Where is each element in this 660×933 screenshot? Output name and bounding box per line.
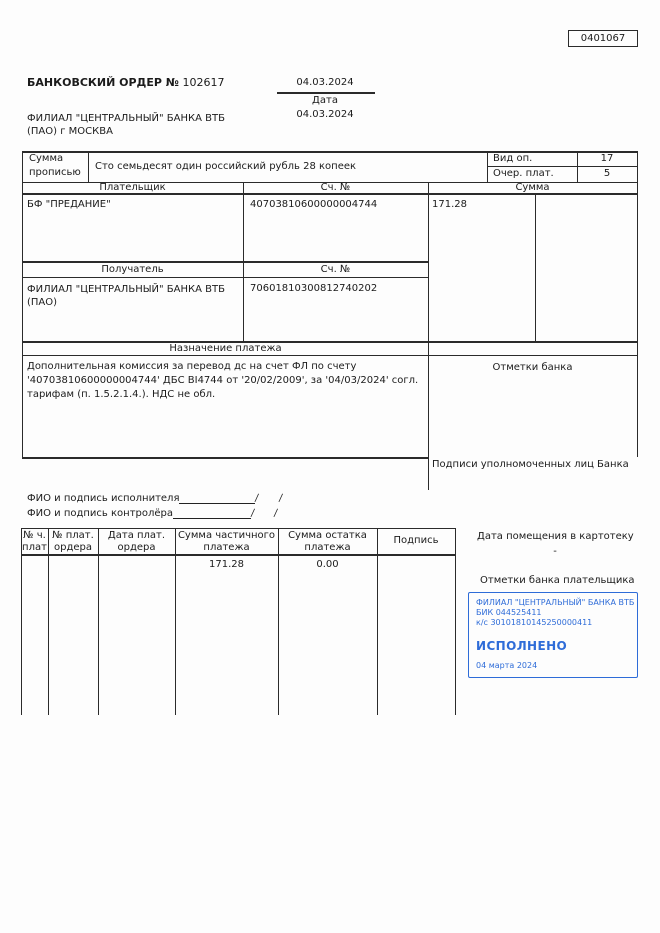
bank-marks-label: Отметки банка xyxy=(492,362,573,373)
controller-signature-line xyxy=(173,506,251,519)
payee-account: 70601810300812740202 xyxy=(250,283,378,294)
branch-name-line2: (ПАО) г МОСКВА xyxy=(27,126,113,137)
order-date-2: 04.03.2024 xyxy=(296,109,354,120)
executor-signature-label: ФИО и подпись исполнителя xyxy=(27,493,180,504)
partial-table-header-cell: Подпись xyxy=(393,535,439,546)
signature-gap xyxy=(254,507,274,519)
header-line: платежа xyxy=(203,542,250,553)
table-border-line xyxy=(22,151,637,153)
remainder-amount-value: 0.00 xyxy=(316,559,339,570)
purpose-text: Дополнительная комиссия за перевод дс на счет ФЛ по счету '40703810600000004744' ДБС BI4744 от '20/02/2009', за '04/03/2024' согл. тарифам (п. 1.5.2.1.4.). НДС не обл. xyxy=(27,361,419,400)
header-line: № ч. xyxy=(23,530,46,541)
table-border-line xyxy=(48,528,49,715)
date-underline xyxy=(277,92,375,94)
table-border-line xyxy=(455,528,456,715)
slash-mark: / xyxy=(273,508,279,519)
slash-mark: / xyxy=(278,493,283,504)
table-border-line xyxy=(22,193,637,195)
amount-words-label-line1: Сумма xyxy=(29,153,64,164)
partial-table-header-cell xyxy=(48,530,98,554)
form-code-box xyxy=(568,30,638,47)
priority-value: 5 xyxy=(603,168,611,179)
payer-account: 40703810600000004744 xyxy=(250,199,378,210)
partial-table-header-cell xyxy=(98,530,175,554)
stamp-bik: БИК 044525411 xyxy=(476,608,542,617)
order-date: 04.03.2024 xyxy=(296,77,354,88)
order-title: БАНКОВСКИЙ ОРДЕР № xyxy=(27,76,179,89)
table-border-line xyxy=(487,151,488,182)
order-title-row xyxy=(27,76,225,89)
partial-table-header-cell xyxy=(21,530,48,554)
header-line: плат xyxy=(22,542,47,553)
table-border-line xyxy=(377,528,378,715)
date-label: Дата xyxy=(312,95,338,106)
branch-name xyxy=(27,112,225,138)
table-border-line xyxy=(428,182,429,490)
form-code: 0401067 xyxy=(580,33,626,44)
executor-signature-line xyxy=(179,491,255,504)
table-border-line xyxy=(535,193,536,341)
stamp-date: 04 марта 2024 xyxy=(476,661,538,670)
payee-name-line2: (ПАО) xyxy=(27,297,58,308)
table-border-line xyxy=(22,151,23,457)
execution-stamp xyxy=(468,592,638,678)
executor-signature-row xyxy=(27,491,282,504)
branch-name-line1: ФИЛИАЛ "ЦЕНТРАЛЬНЫЙ" БАНКА ВТБ xyxy=(27,113,225,124)
partial-amount-value: 171.28 xyxy=(209,559,244,570)
table-border-line xyxy=(22,355,637,356)
table-border-line xyxy=(22,261,429,263)
priority-label: Очер. плат. xyxy=(493,168,554,179)
header-line: ордера xyxy=(117,542,156,553)
payer-name: БФ "ПРЕДАНИЕ" xyxy=(27,199,111,210)
payee-account-header: Сч. № xyxy=(320,264,351,275)
table-border-line xyxy=(21,528,22,715)
header-line: платежа xyxy=(304,542,351,553)
header-line: № плат. xyxy=(52,530,94,541)
partial-table-header-cell xyxy=(175,530,278,554)
payee-name xyxy=(27,283,225,309)
order-number: 102617 xyxy=(182,76,225,89)
payer-account-header: Сч. № xyxy=(320,182,351,193)
payment-amount: 171.28 xyxy=(432,199,467,210)
controller-signature-label: ФИО и подпись контролёра xyxy=(27,508,174,519)
header-line: ордера xyxy=(53,542,92,553)
amount-in-words: Сто семьдесят один российский рубль 28 копеек xyxy=(95,161,357,172)
table-border-line xyxy=(22,457,429,459)
purpose-header: Назначение платежа xyxy=(169,343,282,354)
signature-gap xyxy=(259,492,279,504)
payee-header: Получатель xyxy=(101,264,164,275)
controller-signature-row xyxy=(27,506,278,519)
stamp-status: ИСПОЛНЕНО xyxy=(476,639,568,653)
bank-signatures-label: Подписи уполномоченных лиц Банка xyxy=(432,459,629,470)
table-border-line xyxy=(21,554,455,556)
op-type-label: Вид оп. xyxy=(493,153,533,164)
table-border-line xyxy=(637,151,638,457)
table-border-line xyxy=(278,528,279,715)
card-index-value: - xyxy=(553,546,557,557)
slash-mark: / xyxy=(250,508,256,519)
table-border-line xyxy=(98,528,99,715)
table-border-line xyxy=(487,166,637,167)
payee-name-line1: ФИЛИАЛ "ЦЕНТРАЛЬНЫЙ" БАНКА ВТБ xyxy=(27,284,225,295)
table-border-line xyxy=(175,528,176,715)
table-border-line xyxy=(243,182,244,341)
header-line: Сумма остатка xyxy=(288,530,367,541)
partial-table-header-cell xyxy=(278,530,377,554)
op-type-value: 17 xyxy=(600,153,614,164)
payer-bank-marks-label: Отметки банка плательщика xyxy=(480,575,635,586)
table-border-line xyxy=(88,151,89,182)
header-line: Дата плат. xyxy=(107,530,166,541)
table-border-line xyxy=(22,277,429,278)
sum-header: Сумма xyxy=(515,182,550,193)
stamp-bank-name: ФИЛИАЛ "ЦЕНТРАЛЬНЫЙ" БАНКА ВТБ xyxy=(476,598,635,607)
card-index-label: Дата помещения в картотеку xyxy=(477,531,634,542)
slash-mark: / xyxy=(254,493,260,504)
amount-words-label xyxy=(29,152,81,180)
amount-words-label-line2: прописью xyxy=(29,167,81,178)
stamp-corr-account: к/с 30101810145250000411 xyxy=(476,618,593,627)
header-line: Сумма частичного xyxy=(177,530,276,541)
payer-header: Плательщик xyxy=(99,182,166,193)
